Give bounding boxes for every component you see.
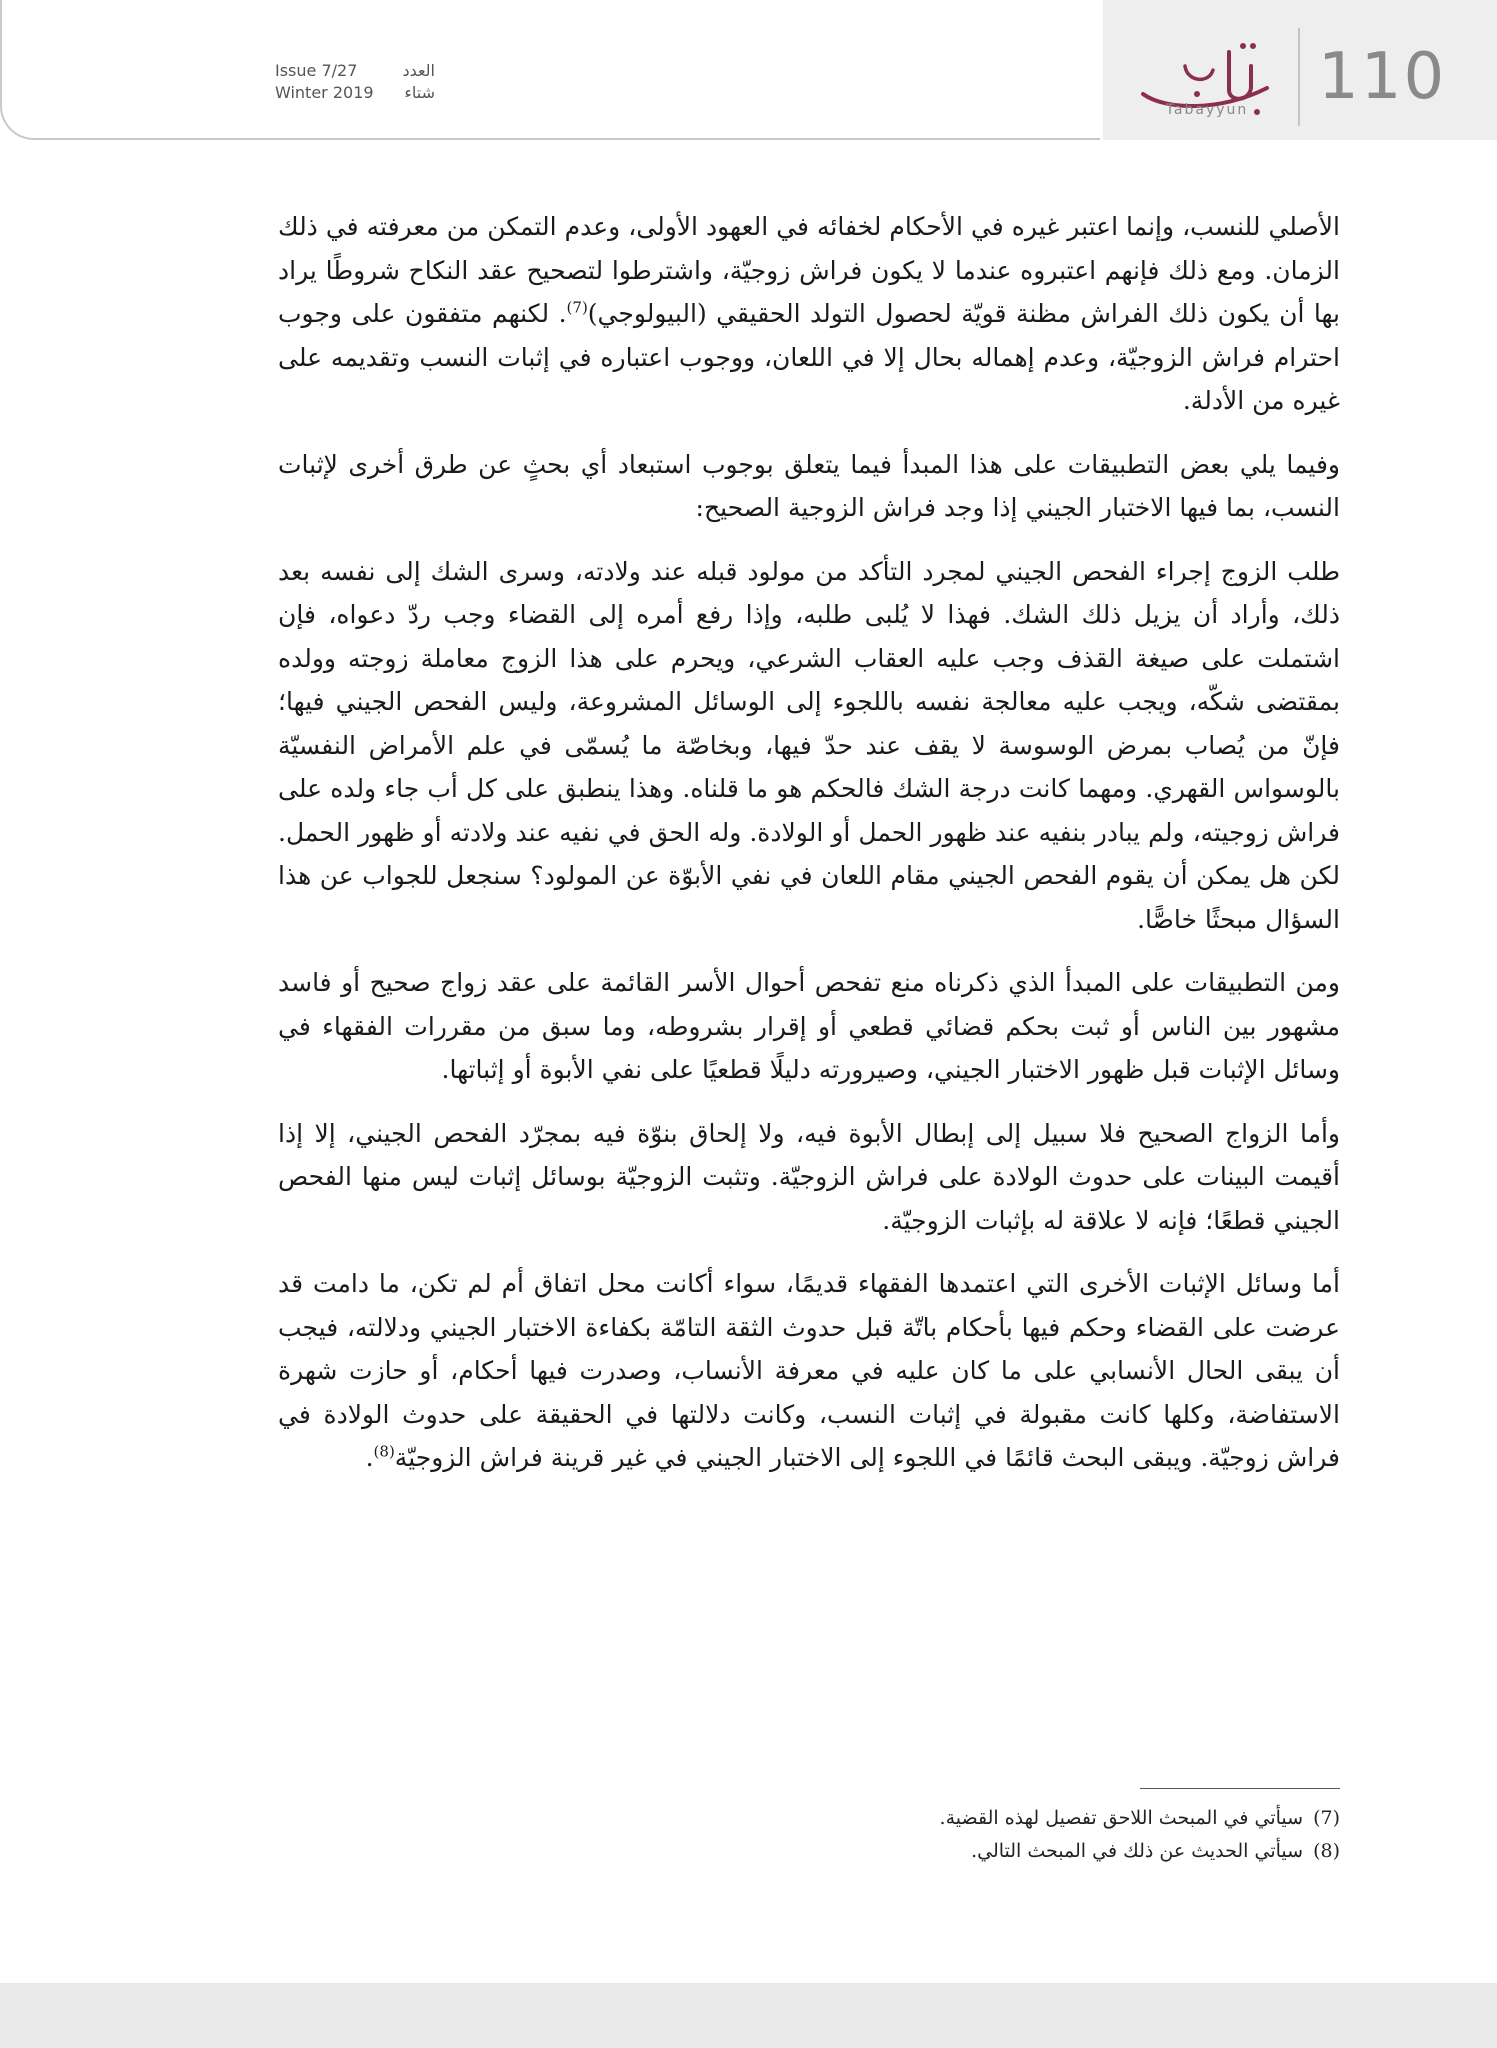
issue-value: Issue 7/27 [275, 61, 358, 80]
footnote-ref[interactable]: (8) [373, 1442, 395, 1461]
issue-label-ar: العدد [402, 61, 435, 80]
page-number: 110 [1318, 40, 1447, 114]
season-en: Winter 2019 [275, 83, 374, 102]
footnote-ref[interactable]: (7) [566, 298, 588, 317]
page-number-divider [1298, 28, 1300, 126]
footnote: (8)سيأتي الحديث عن ذلك في المبحث التالي. [971, 1840, 1340, 1862]
paragraph: أما وسائل الإثبات الأخرى التي اعتمدها الفقهاء قديمًا، سواء أكانت محل اتفاق أم لم تكن، ما دامت قد عرضت على القضاء وحكم فيها بأحكام باتّة قبل حدوث الثقة التامّة بكفاءة الاختبار الجيني ودلالته، فيجب أن يبقى الحال الأنسابي على ما كان عليه في معرفة الأنساب، وصدرت فيها أحكام، أو حازت شهرة الاستفاضة، وكلها كانت مقبولة في إثبات النسب، وكانت دلالتها في الحقيقة على حدوث الولادة في فراش زوجيّة. ويبقى البحث قائمًا في اللجوء إلى الاختبار الجيني في غير قرينة فراش الزوجيّة$^{(8)}$. [278, 1269, 1340, 1472]
footnote-separator [1140, 1788, 1340, 1789]
paragraph: الأصلي للنسب، وإنما اعتبر غيره في الأحكام لخفائه في العهود الأولى، وعدم التمكن من معرفته في ذلك الزمان. ومع ذلك فإنهم اعتبروه عندما لا يكون فراش زوجيّة، واشترطوا لتصحيح عقد النكاح شروطًا يراد بها أن يكون ذلك الفراش مظنة قويّة لحصول التولد الحقيقي (البيولوجي)$^{(7)}$. لكنهم متفقون على وجوب احترام فراش الزوجيّة، وعدم إهماله بحال إلا في اللعان، ووجوب اعتباره في إثبات النسب وتقديمه على غيره من الأدلة. [278, 212, 1340, 415]
header-frame [0, 0, 1100, 140]
issue-info [275, 60, 435, 104]
paragraph: طلب الزوج إجراء الفحص الجيني لمجرد التأكد من مولود قبله عند ولادته، وسرى الشك إلى نفسه بعد ذلك، وأراد أن يزيل ذلك الشك. فهذا لا يُلبى طلبه، وإذا رفع أمره إلى القضاء وجب ردّ دعواه، فإن اشتملت على صيغة القذف وجب عليه العقاب الشرعي، ويحرم على هذا الزوج معاملة زوجته وولده بمقتضى شكّه، ويجب عليه معالجة نفسه باللجوء إلى الوسائل المشروعة، وليس الفحص الجيني فيها؛ فإنّ من يُصاب بمرض الوسوسة لا يقف عند حدّ فيها، وبخاصّة ما يُسمّى في علم الأمراض النفسيّة بالوسواس القهري. ومهما كانت درجة الشك فالحكم هو ما قلناه. وهذا ينطبق على كل أب جاء ولده على فراش زوجيته، ولم يبادر بنفيه عند ظهور الحمل أو الولادة. وله الحق في نفيه عند ولادته أو ظهور الحمل. لكن هل يمكن أن يقوم الفحص الجيني مقام اللعان في نفي الأبوّة عن المولود؟ سنجعل للجواب عن هذا السؤال مبحثًا خاصًّا. [278, 556, 1340, 934]
paragraph: وفيما يلي بعض التطبيقات على هذا المبدأ فيما يتعلق بوجوب استبعاد أي بحثٍ عن طرق أخرى لإثبات النسب، بما فيها الاختبار الجيني إذا وجد فراش الزوجية الصحيح: [278, 449, 1340, 522]
paragraph: ومن التطبيقات على المبدأ الذي ذكرناه منع تفحص أحوال الأسر القائمة على عقد زواج صحيح أو فاسد مشهور بين الناس أو ثبت بحكم قضائي قطعي أو إقرار بشروطه، وما سبق من مقررات الفقهاء في وسائل الإثبات قبل ظهور الاختبار الجيني، وصيرورته دليلًا قطعيًا على نفي الأبوة أو إثباتها. [278, 968, 1340, 1084]
logo-latin-text: Tabayyun [1165, 102, 1249, 118]
paragraph: وأما الزواج الصحيح فلا سبيل إلى إبطال الأبوة فيه، ولا إلحاق بنوّة فيه بمجرّد الفحص الجيني، إلا إذا أقيمت البينات على حدوث الولادة على فراش الزوجيّة. وتثبت الزوجيّة بوسائل إثبات ليس منها الفحص الجيني قطعًا؛ فإنه لا علاقة له بإثبات الزوجيّة. [278, 1118, 1340, 1235]
article-body [278, 205, 1340, 1500]
season-ar: شتاء [404, 83, 435, 102]
footnotes [278, 1802, 1340, 1868]
bottom-band [0, 1983, 1497, 2048]
footnote: (7)سيأتي في المبحث اللاحق تفصيل لهذه القضية. [939, 1807, 1340, 1829]
